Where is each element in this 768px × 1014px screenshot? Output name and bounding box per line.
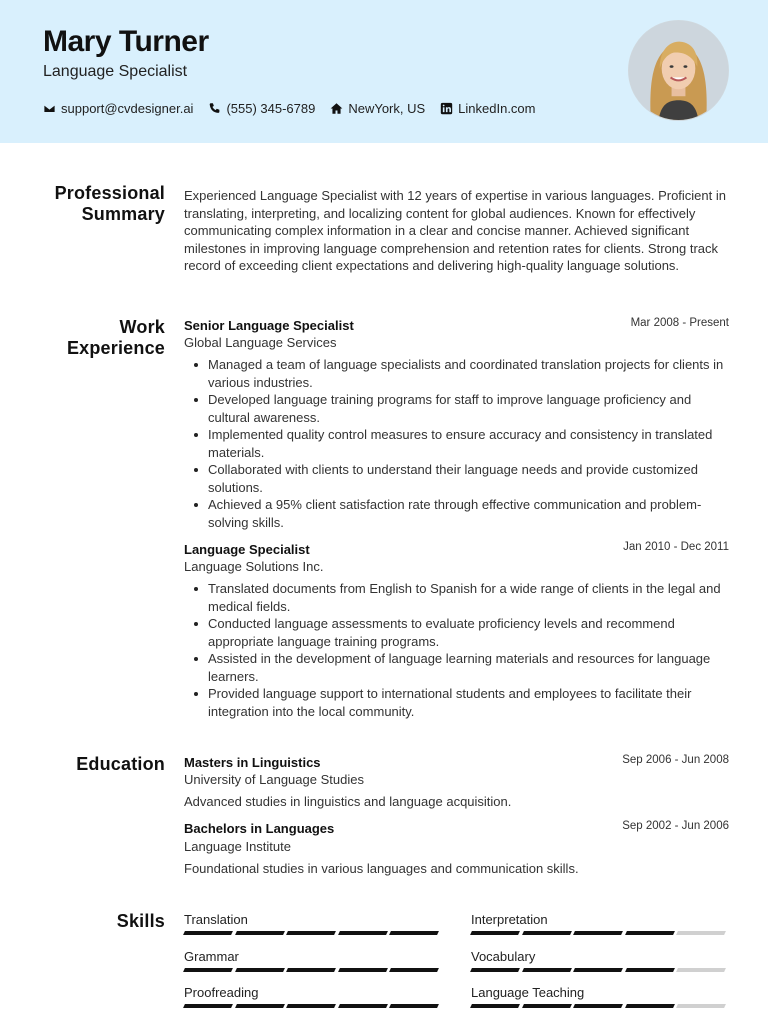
skill-item [471,949,729,972]
contact-email-text: support@cvdesigner.ai [61,101,194,116]
skill-level-bar [471,931,729,935]
skill-item [471,912,729,935]
skill-segment-filled [235,931,285,935]
skill-name: Vocabulary [471,949,536,964]
contact-phone[interactable] [208,101,315,116]
edu-degree: Bachelors in Languages [184,821,335,836]
section-title-education: Education [76,754,165,774]
job-bullet: Provided language support to international students and employees to facilitate their integration into the local community. [184,685,732,720]
job-bullet: Translated documents from English to Spanish for a wide range of clients in the legal and medical fields. [184,580,732,615]
candidate-role: Language Specialist [43,63,188,80]
edu-degree: Masters in Linguistics [184,755,321,770]
edu-dates: Sep 2006 - Jun 2008 [622,754,729,766]
profile-photo-portrait [629,21,728,120]
skill-segment-filled [286,1004,336,1008]
skill-level-bar [184,1004,442,1008]
edu-dates: Sep 2002 - Jun 2006 [622,820,729,832]
job-bullet: Implemented quality control measures to ensure accuracy and consistency in translated materials. [184,426,732,461]
job-bullets [184,580,732,720]
edu-school: Language Institute [184,839,291,854]
envelope-icon [43,102,56,115]
skill-segment-empty [676,1004,726,1008]
edu-school: University of Language Studies [184,772,364,787]
skill-level-bar [471,1004,729,1008]
skill-segment-filled [338,931,388,935]
section-title-experience [30,317,165,359]
skill-segment-filled [183,931,233,935]
skill-segment-filled [183,968,233,972]
skill-segment-filled [470,968,520,972]
skill-segment-filled [389,968,439,972]
skill-item [184,949,442,972]
profile-photo [628,20,729,121]
skill-segment-filled [522,931,572,935]
skill-segment-filled [389,931,439,935]
skill-segment-filled [389,1004,439,1008]
skill-level-bar [471,968,729,972]
contact-bar [43,101,551,116]
linkedin-icon [440,102,453,115]
job-dates: Jan 2010 - Dec 2011 [623,541,729,553]
skill-segment-filled [522,968,572,972]
job-bullet: Developed language training programs for staff to improve language proficiency and cultural awareness. [184,391,732,426]
job-bullet: Conducted language assessments to evaluate proficiency levels and recommend appropriate language training programs. [184,615,732,650]
skill-segment-filled [470,931,520,935]
job-company: Language Solutions Inc. [184,559,324,574]
skill-segment-filled [573,968,623,972]
skill-item [471,985,729,1008]
skill-segment-filled [573,1004,623,1008]
skill-level-bar [184,931,442,935]
job-title: Language Specialist [184,542,310,557]
skill-name: Interpretation [471,912,548,927]
section-title-experience-line1: Work [119,317,165,337]
skill-name: Translation [184,912,248,927]
section-title-skills: Skills [116,911,165,931]
job-dates: Mar 2008 - Present [630,317,729,329]
resume-header [0,0,768,143]
contact-phone-text: (555) 345-6789 [226,101,316,116]
skill-name: Language Teaching [471,985,585,1000]
job-bullet: Assisted in the development of language learning materials and resources for language learners. [184,650,732,685]
skill-item [184,912,442,935]
skill-segment-filled [286,931,336,935]
candidate-name: Mary Turner [43,25,209,58]
skill-segment-empty [676,931,726,935]
section-title-experience-line2: Experience [66,338,165,358]
skill-level-bar [184,968,442,972]
contact-location[interactable] [330,101,425,116]
summary-text: Experienced Language Specialist with 12 years of expertise in various languages. Proficient in translating, interpreting, and localizing content for global audiences. Known for effectively communicating complex information in a clear and concise manner. Achieved significant milestones in improving language comprehension and retention rates for clients. Strong track record of exceeding client expectations and delivering high-quality language solutions. [184,188,726,273]
contact-email[interactable] [43,101,193,116]
job-company: Global Language Services [184,335,337,350]
skill-name: Proofreading [184,985,259,1000]
skill-segment-filled [625,1004,675,1008]
skill-segment-filled [286,968,336,972]
skill-segment-filled [235,1004,285,1008]
job-title: Senior Language Specialist [184,318,354,333]
skill-segment-filled [625,968,675,972]
section-title-summary-line2: Summary [81,204,165,224]
contact-location-text: NewYork, US [348,101,426,116]
skill-segment-filled [235,968,285,972]
skill-segment-filled [573,931,623,935]
section-title-summary [30,183,165,225]
skill-name: Grammar [184,949,239,964]
job-bullet: Managed a team of language specialists and coordinated translation projects for clients in various industries. [184,356,732,391]
edu-description: Foundational studies in various languages and communication skills. [184,861,579,876]
skill-segment-filled [625,931,675,935]
job-bullet: Achieved a 95% client satisfaction rate through effective communication and problem-solving skills. [184,496,732,531]
contact-linkedin-text: LinkedIn.com [458,101,536,116]
phone-icon [208,102,221,115]
job-bullet: Collaborated with clients to understand their language needs and provide customized solutions. [184,461,732,496]
skill-segment-filled [470,1004,520,1008]
skill-segment-filled [338,1004,388,1008]
skill-segment-filled [522,1004,572,1008]
job-bullets [184,356,732,531]
home-icon [330,102,343,115]
section-title-summary-line1: Professional [54,183,165,203]
skill-segment-empty [676,968,726,972]
skill-item [184,985,442,1008]
edu-description: Advanced studies in linguistics and language acquisition. [184,794,512,809]
skill-segment-filled [183,1004,233,1008]
skill-segment-filled [338,968,388,972]
contact-linkedin[interactable] [440,101,535,116]
